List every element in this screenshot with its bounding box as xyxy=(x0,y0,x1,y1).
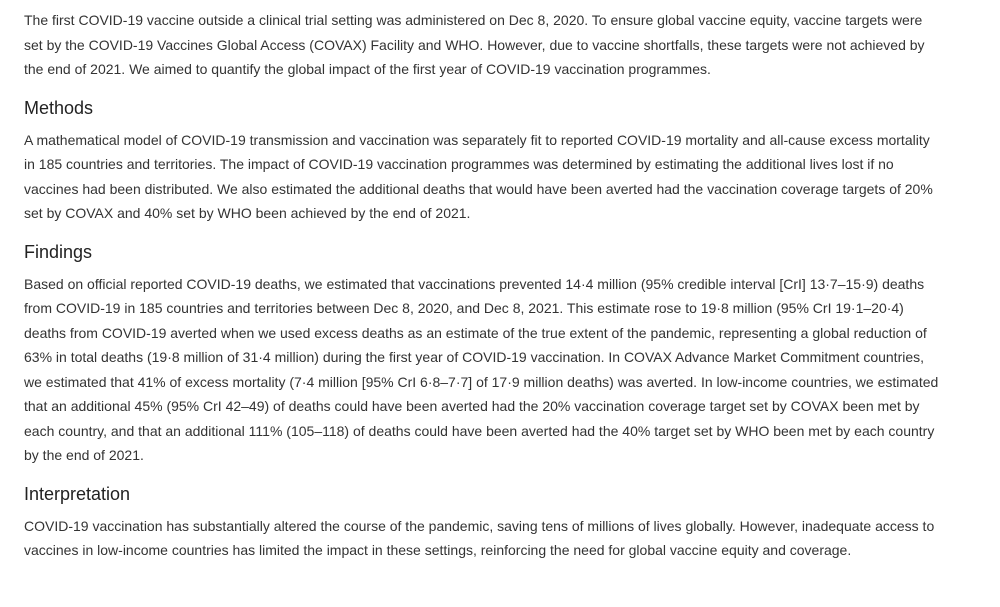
background-paragraph: The first COVID-19 vaccine outside a clinical trial setting was administered on Dec 8, 2020. To ensure global vaccine equity, vaccine targets were set by the COVID-19 Vaccines Global Access (COVAX) Facility and WHO. However, due to vaccine shortfalls, these targets were not achieved by the end of 2021. We aimed to quantify the global impact of the first year of COVID-19 vaccination programmes. xyxy=(24,12,925,77)
methods-heading: Methods xyxy=(24,97,94,118)
findings-paragraph: Based on official reported COVID-19 deaths, we estimated that vaccinations prevented 14·4 million (95% credible interval [CrI] 13·7–15·9) deaths from COVID-19 in 185 countries and territories between Dec 8, 2020, and Dec 8, 2021. This estimate rose to 19·8 million (95% CrI 19·1–20·4) deaths from COVID-19 averted when we used excess deaths as an estimate of the true extent of the pandemic, representing a global reduction of 63% in total deaths (19·8 million of 31·4 million) during the first year of COVID-19 vaccination. In COVAX Advance Market Commitment countries, we estimated that 41% of excess mortality (7·4 million [95% CrI 6·8–7·7] of 17·9 million deaths) was averted. In low-income countries, we estimated that an additional 45% (95% CrI 42–49) of deaths could have been averted had the 20% vaccination coverage target set by COVAX been met by each country, and that an additional 111% (105–118) of deaths could have been averted had the 40% target set by WHO been met by each country by the end of 2021. xyxy=(24,275,939,463)
interpretation-paragraph: COVID-19 vaccination has substantially altered the course of the pandemic, saving tens of millions of lives globally. However, inadequate access to vaccines in low-income countries has limited the impact in these settings, reinforcing the need for global vaccine equity and coverage. xyxy=(24,517,935,558)
methods-paragraph: A mathematical model of COVID-19 transmission and vaccination was separately fit to reported COVID-19 mortality and all-cause excess mortality in 185 countries and territories. The impact of COVID-19 vaccination programmes was determined by estimating the additional lives lost if no vaccines had been distributed. We also estimated the additional deaths that would have been averted had the vaccination coverage targets of 20% set by COVAX and 40% set by WHO been achieved by the end of 2021. xyxy=(24,131,933,221)
interpretation-heading: Interpretation xyxy=(24,483,131,504)
findings-heading: Findings xyxy=(24,241,93,262)
